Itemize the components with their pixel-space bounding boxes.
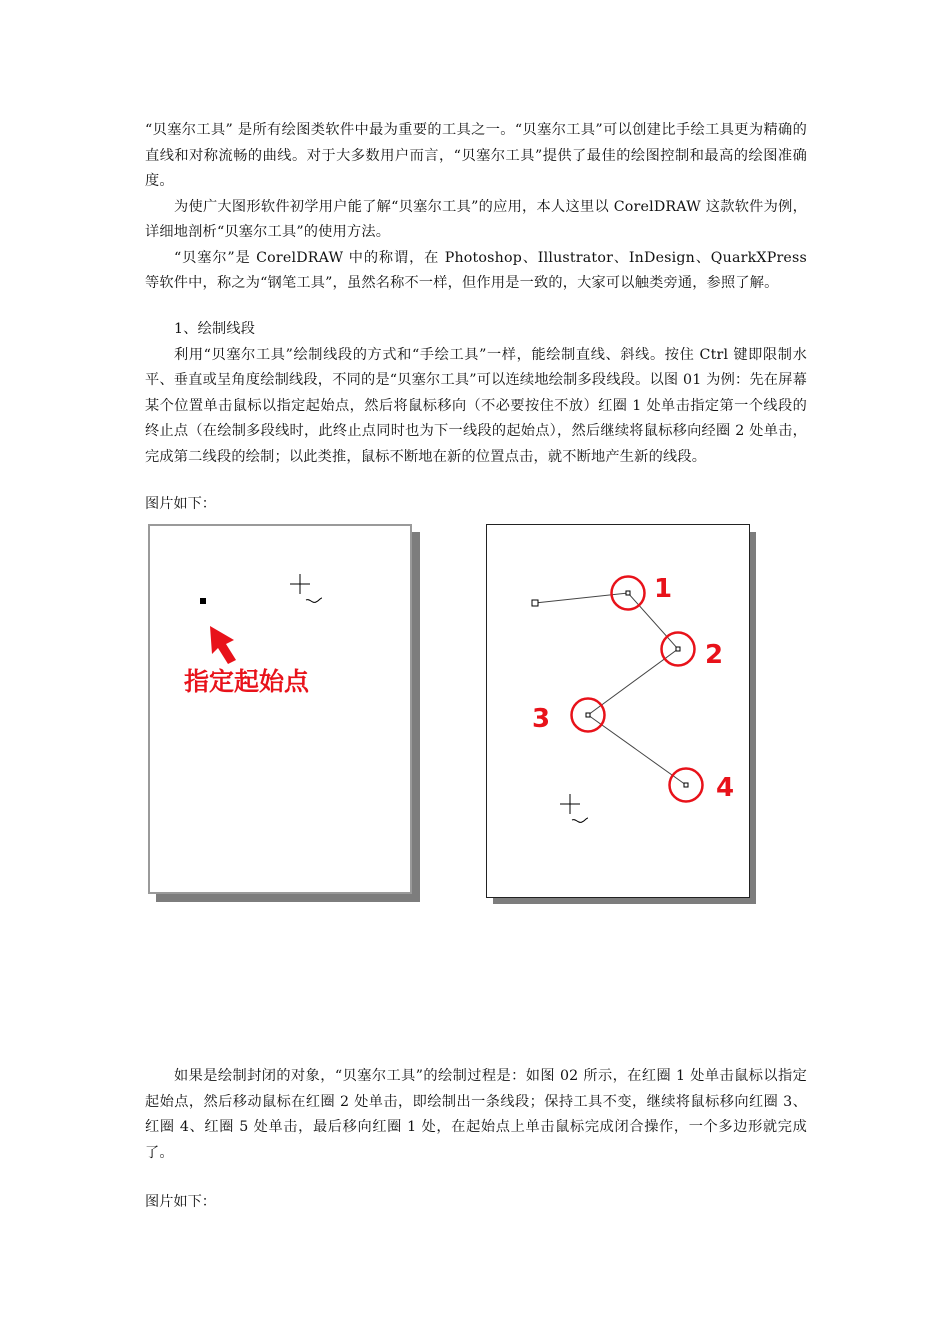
bezier-cursor-icon [290,574,322,602]
marker-label-4: 4 [716,773,735,803]
figure-2-canvas [486,524,758,904]
start-node [532,600,538,606]
bezier-cursor-icon [560,794,588,822]
closing-text [145,1064,807,1166]
intro-paragraph-2: 为使广大图形软件初学用户能了解“贝塞尔工具”的应用，本人这里以 CorelDRAW 这款软件为例，详细地剖析“贝塞尔工具”的使用方法。 [145,198,807,240]
marker-label-3: 3 [532,704,551,734]
bezier-polyline [535,593,686,785]
node-1 [626,591,630,595]
intro-paragraph-3: “贝塞尔”是 CorelDRAW 中的称谓，在 Photoshop、Illustrator、InDesign、QuarkXPress 等软件中，称之为“钢笔工具”，虽然名称不一样，但作用是一致的，大家可以触类旁通，参照了解。 [145,249,807,291]
figure-caption-1: 图片如下： [145,496,216,512]
closing-paragraph: 如果是绘制封闭的对象，“贝塞尔工具”的绘制过程是：如图 02 所示，在红圈 1 处单击鼠标以指定起始点，然后移动鼠标在红圈 2 处单击，即绘制出一条线段；保持工具不变，继续将鼠标移向红圈 3、红圈 4、红圈 5 处单击，最后移向红圈 1 处，在起始点上单击鼠标完成闭合操作，一个多边形就完成了。 [145,1068,807,1161]
node-4 [684,783,688,787]
figure-caption-2: 图片如下： [145,1194,216,1210]
figure-start-point [148,524,422,904]
section-1 [145,317,807,470]
node-3 [586,713,590,717]
figure-multi-segment [486,524,758,904]
red-arrow-icon [210,626,236,664]
figure-1-canvas [148,524,422,904]
section-1-heading: 1、绘制线段 [174,321,256,337]
figure-1-label: 指定起始点 [184,667,310,696]
start-node [200,598,206,604]
intro-text [145,118,807,297]
marker-label-1: 1 [654,574,673,604]
section-1-body: 利用“贝塞尔工具”绘制线段的方式和“手绘工具”一样，能绘制直线、斜线。按住 Ctrl 键即限制水平、垂直或呈角度绘制线段，不同的是“贝塞尔工具”可以连续地绘制多段线段。以图 01 为例：先在屏幕某个位置单击鼠标以指定起始点，然后将鼠标移向（不必要按住不放）红圈 1 处单击指定第一个线段的终止点（在绘制多段线时，此终止点同时也为下一线段的起始点），然后继续将鼠标移向经圈 2 处单击，完成第二线段的绘制；以此类推，鼠标不断地在新的位置点击，就不断地产生新的线段。 [145,346,807,465]
node-2 [676,647,680,651]
marker-label-2: 2 [705,640,724,670]
intro-paragraph-1: “贝塞尔工具” 是所有绘图类软件中最为重要的工具之一。“贝塞尔工具”可以创建比手绘工具更为精确的直线和对称流畅的曲线。对于大多数用户而言，“贝塞尔工具”提供了最佳的绘图控制和最高的绘图准确度。 [145,122,807,189]
